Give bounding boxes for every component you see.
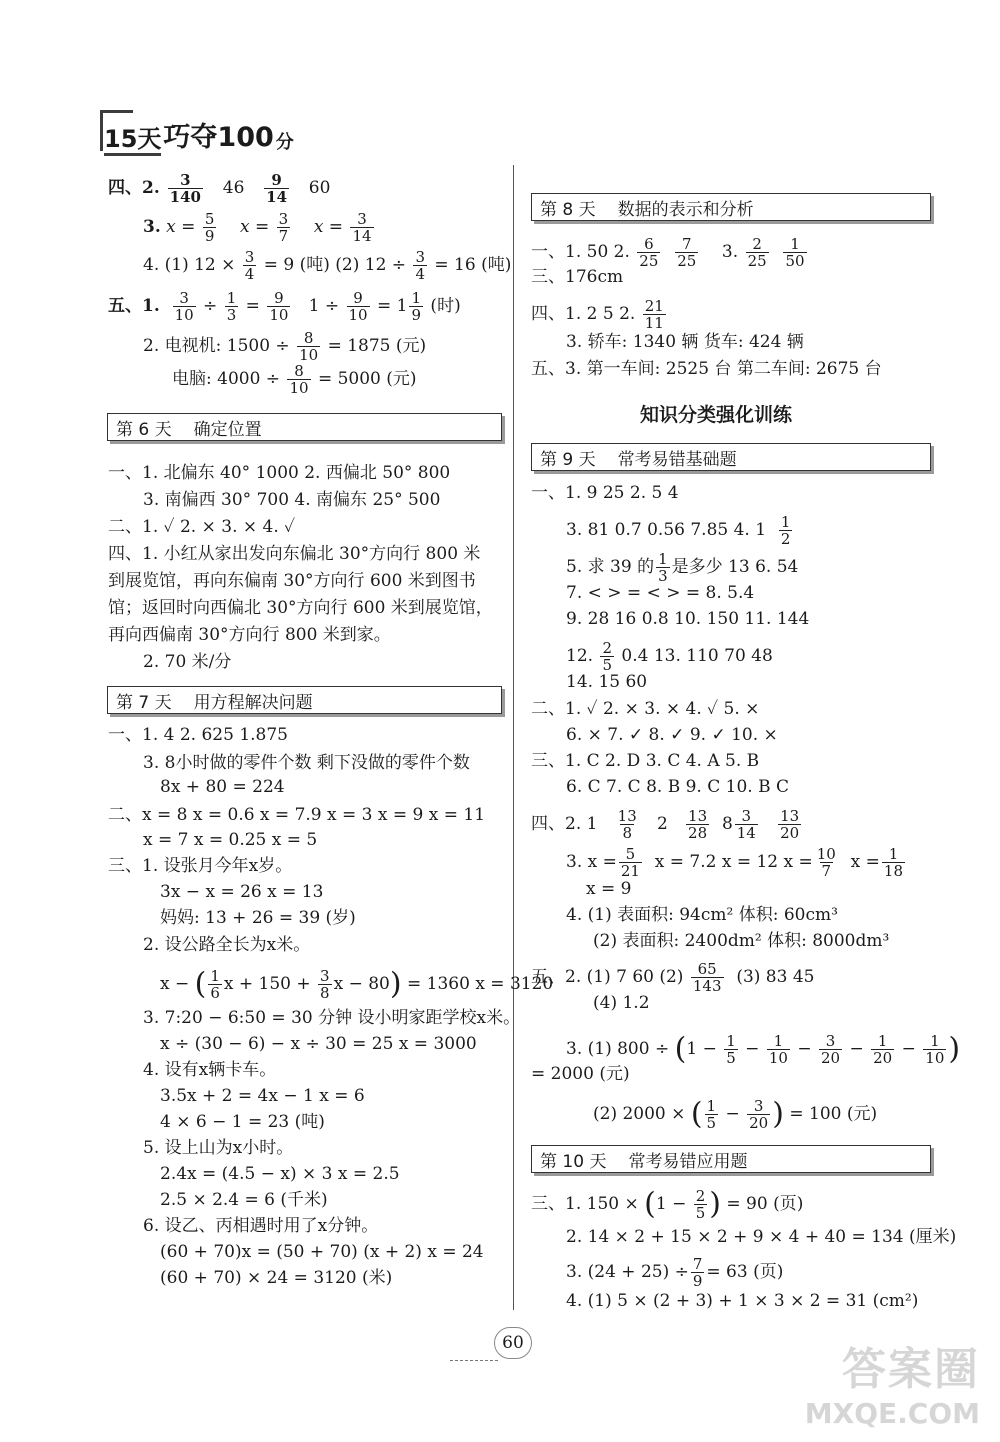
section-title: 用方程解决问题 [193,692,313,713]
answer-line: 馆；返回时向西偏北 30°方向行 600 米到展览馆， [108,598,493,618]
answer-line: 2. 设公路全长为x米。 [143,935,311,955]
day-label: 第 8 天 [540,199,596,220]
day-label: 第 7 天 [116,692,172,713]
answer-line: 3. 81 0.7 0.56 7.85 4. 1 $\frac{1}{2}$ [566,513,791,548]
answer-line: 三、1. 设张月今年x岁。 [108,856,293,876]
section-header-day9 [531,443,931,471]
brand-prefix: 15天 [104,119,161,154]
answer-line: x = 9 [586,879,632,899]
answer-line: 3. (1) 800 ÷ (1 − $\frac{1}{5}$ − $\frac{1}{10}$ − $\frac{3}{20}$ − $\frac{1}{20}$ − $\frac{1}{10}$ ) [566,1031,961,1067]
answer-line: 再向西偏南 30°方向行 800 米到家。 [108,625,391,645]
answer-line: 到展览馆，再向东偏南 30°方向行 600 米到图书 [108,571,476,591]
column-divider [513,165,514,1310]
answer-line: 三、1. 150 × (1 − $\frac{2}{5}$ ) = 90 (页) [531,1186,804,1222]
watermark-url: MXQE.COM [804,1397,980,1430]
answer-line: (2) 2000 × ( $\frac{1}{5}$ − $\frac{3}{20}$ ) = 100 (元) [593,1096,878,1132]
answer-line: 四、2. $\frac{3}{140}$ 46 $\frac{9}{14}$ 60 [108,171,331,206]
section-header-day8 [531,193,931,221]
answer-line: 3. 7:20 − 6:50 = 30 分钟 设小明家距学校x米。 [143,1008,521,1028]
page-number: 60 [494,1327,532,1359]
answer-line: 4. 设有x辆卡车。 [143,1060,277,1080]
answer-line: 5. 求 39 的 $\frac{1}{3}$ 是多少 13 6. 54 [566,550,799,585]
answer-line: (60 + 70) × 24 = 3120 (米) [160,1268,393,1288]
answer-line: (60 + 70)x = (50 + 70) (x + 2) x = 24 [160,1242,484,1262]
answer-line: 五、2. (1) 7 60 (2) $\frac{65}{143}$ (3) 83 45 [531,960,815,995]
day-label: 第 6 天 [116,419,172,440]
answer-line: 三、176cm [531,267,624,287]
answer-line: 6. C 7. C 8. B 9. C 10. B C [566,777,789,797]
answer-line: 4. (1) 12 × $\frac{3}{4}$ = 9 (吨) (2) 12 ÷ $\frac{3}{4}$ = 16 (吨) [143,248,512,283]
watermark-logo: 答案圈 [842,1344,980,1395]
section-title: 数据的表示和分析 [617,199,754,220]
answer-line: 4. (1) 表面积: 94cm² 体积: 60cm³ [566,905,838,925]
answer-line: 2.4x = (4.5 − x) × 3 x = 2.5 [160,1164,400,1184]
answer-line: 2. 70 米/分 [143,652,232,672]
answer-line: 2. 14 × 2 + 15 × 2 + 9 × 4 + 40 = 134 (厘米) [566,1227,957,1247]
answer-line: 3. 南偏西 30° 700 4. 南偏东 25° 500 [143,490,441,510]
day-label: 第 10 天 [540,1151,607,1172]
section-header-day10 [531,1145,931,1173]
answer-line: 6. × 7. ✓ 8. ✓ 9. ✓ 10. × [566,725,778,745]
answer-line: 9. 28 16 0.8 10. 150 11. 144 [566,609,810,629]
answer-line: 3.5x + 2 = 4x − 1 x = 6 [160,1086,365,1106]
answer-line: 四、2. 1 $\frac{13}{8}$ 2 $\frac{13}{28}$ 8 $\frac{3}{14}$ $\frac{13}{20}$ [531,807,800,842]
answer-line: (2) 表面积: 2400dm² 体积: 8000dm³ [593,931,890,951]
section-header-day7 [107,686,502,714]
answer-line: (4) 1.2 [593,993,650,1013]
answer-line: 一、1. 4 2. 625 1.875 [108,725,288,745]
answer-line: 一、1. 50 2. $\frac{6}{25}$ $\frac{7}{25}$ 3. $\frac{2}{25}$ $\frac{1}{50}$ [531,235,805,270]
answer-line: 3x − x = 26 x = 13 [160,882,324,902]
day-label: 第 9 天 [540,449,596,470]
section-title: 常考易错应用题 [628,1151,748,1172]
answer-line: 3. x = $\frac{5}{9}$ x = $\frac{3}{7}$ x = $\frac{3}{14}$ [143,210,372,245]
answer-line: 一、1. 北偏东 40° 1000 2. 西偏北 50° 800 [108,463,451,483]
section-title-knowledge: 知识分类强化训练 [640,404,793,426]
answer-line: x − ( $\frac{1}{6}$ x + 150 + $\frac{3}{8}$ x − 80) = 1360 x = 3120 [160,966,554,1002]
answer-line: 3. 轿车: 1340 辆 货车: 424 辆 [566,332,804,352]
answer-line: 2.5 × 2.4 = 6 (千米) [160,1190,328,1210]
answer-line: 电脑: 4000 ÷ $\frac{8}{10}$ = 5000 (元) [172,362,417,397]
brand-logo [104,110,294,154]
answer-line: 五、1. $\frac{3}{10}$ ÷ $\frac{1}{3}$ = $\frac{9}{10}$ 1 ÷ $\frac{9}{10}$ = 1 $\frac{1}{9}$ (时) [108,289,461,324]
answer-line: 12. $\frac{2}{5}$ 0.4 13. 110 70 48 [566,639,773,674]
brand-main: 巧夺100 [163,122,274,153]
answer-line: 5. 设上山为x小时。 [143,1138,294,1158]
answer-line: 7. < > = < > = 8. 5.4 [566,583,755,603]
answer-line: 二、x = 8 x = 0.6 x = 7.9 x = 3 x = 9 x = 11 [108,805,486,825]
answer-line: 4. (1) 5 × (2 + 3) + 1 × 3 × 2 = 31 (cm²) [566,1291,919,1311]
answer-line: 五、3. 第一车间: 2525 台 第二车间: 2675 台 [531,359,882,379]
answer-line: = 2000 (元) [531,1064,630,1084]
answer-line: 3. x = $\frac{5}{21}$ x = 7.2 x = 12 x = $\frac{10}{7}$ x = $\frac{1}{18}$ [566,845,904,880]
answer-line: 二、1. ✓ 2. × 3. × 4. ✓ [108,517,296,537]
answer-line: 二、1. ✓ 2. × 3. × 4. ✓ 5. × [531,699,760,719]
answer-line: 6. 设乙、丙相遇时用了x分钟。 [143,1216,379,1236]
answer-line: 四、1. 2 5 2. $\frac{21}{11}$ [531,297,664,332]
section-title: 常考易错基础题 [617,449,737,470]
answer-line: 四、1. 小红从家出发向东偏北 30°方向行 800 米 [108,544,481,564]
answer-line: 8x + 80 = 224 [160,777,285,797]
page-number-decoration [450,1352,498,1361]
answer-line: 妈妈: 13 + 26 = 39 (岁) [160,908,356,928]
answer-line: 三、1. C 2. D 3. C 4. A 5. B [531,751,760,771]
answer-line: 3. (24 + 25) ÷ $\frac{7}{9}$ = 63 (页) [566,1255,784,1290]
brand-suffix: 分 [275,132,294,153]
answer-line: x ÷ (30 − 6) − x ÷ 30 = 25 x = 3000 [160,1034,477,1054]
watermark [805,1333,980,1430]
answer-line: 14. 15 60 [566,672,648,692]
answer-line: 2. 电视机: 1500 ÷ $\frac{8}{10}$ = 1875 (元) [143,329,427,364]
answer-line: 3. 8小时做的零件个数 剩下没做的零件个数 [143,753,470,773]
answer-line: 4 × 6 − 1 = 23 (吨) [160,1112,325,1132]
answer-line: x = 7 x = 0.25 x = 5 [143,830,318,850]
answer-line: 一、1. 9 25 2. 5 4 [531,483,679,503]
section-header-day6 [107,413,502,441]
section-title: 确定位置 [193,419,262,440]
